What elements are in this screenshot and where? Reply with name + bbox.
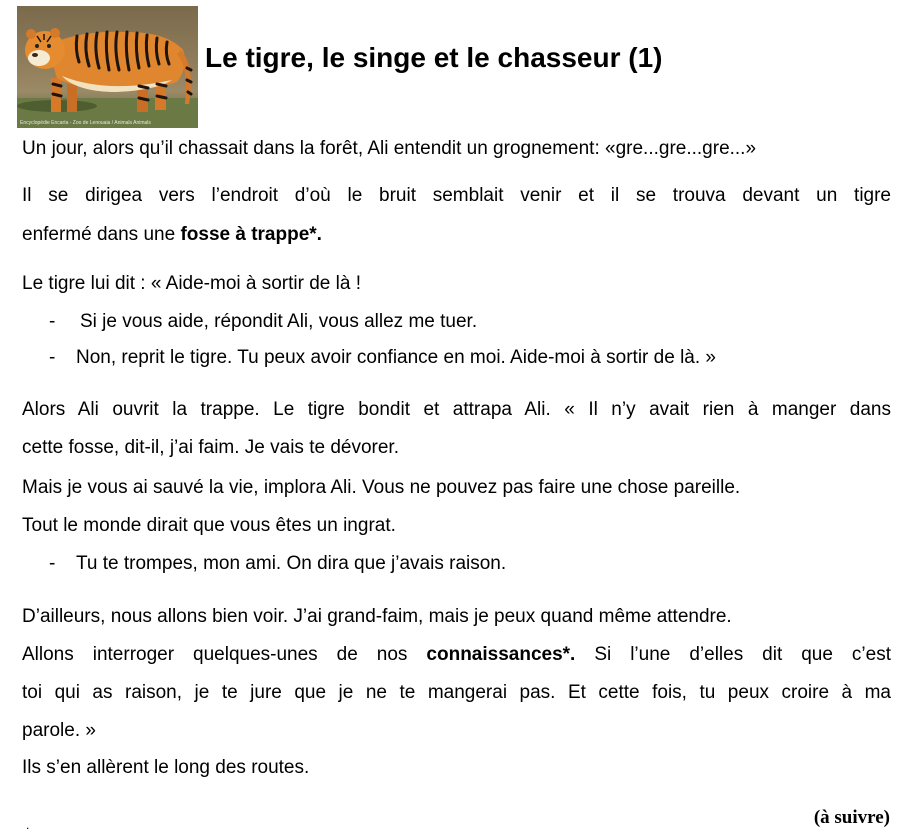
dialogue-line-1: Si je vous aide, répondit Ali, vous allez me tuer. (80, 311, 478, 332)
story-line-5: Alors Ali ouvrit la trappe. Le tigre bondit et attrapa Ali. « Il n’y avait rien à manger dans (22, 399, 891, 420)
story-text: enfermé dans une (22, 224, 181, 245)
dialogue-dash: - (49, 311, 56, 332)
story-line-6: cette fosse, dit-il, j’ai faim. Je vais te dévorer. (22, 437, 399, 458)
bold-term-fosse: fosse à trappe*. (180, 224, 322, 245)
story-line-1: Un jour, alors qu’il chassait dans la forêt, Ali entendit un grognement: «gre...gre...gre...» (22, 138, 757, 159)
tiger-illustration (17, 6, 198, 128)
dialogue-line-2: Non, reprit le tigre. Tu peux avoir confiance en moi. Aide-moi à sortir de là. » (76, 347, 716, 368)
dialogue-line-3: Tu te trompes, mon ami. On dira que j’avais raison. (76, 553, 507, 574)
dialogue-dash: - (49, 347, 56, 368)
story-line-3 (22, 223, 322, 247)
tiger-photo (17, 6, 198, 128)
story-line-8: Tout le monde dirait que vous êtes un ingrat. (22, 515, 396, 536)
story-line-13: Ils s’en allèrent le long des routes. (22, 757, 310, 778)
story-text: Allons interroger quelques-unes de nos (22, 644, 427, 665)
bold-term-connaissances: connaissances*. (426, 644, 576, 665)
stray-dot: . (26, 818, 30, 832)
story-line-9: D’ailleurs, nous allons bien voir. J’ai grand-faim, mais je peux quand même attendre. (22, 606, 732, 627)
to-be-continued: (à suivre) (813, 807, 890, 828)
story-text: Si l’une d’elles dit que c’est (575, 644, 891, 665)
story-line-12: parole. » (22, 720, 96, 741)
story-line-2: Il se dirigea vers l’endroit d’où le bruit semblait venir et il se trouva devant un tigre (22, 185, 891, 206)
dialogue-dash: - (49, 553, 56, 574)
story-line-7: Mais je vous ai sauvé la vie, implora Ali. Vous ne pouvez pas faire une chose pareille. (22, 477, 741, 498)
story-line-4: Le tigre lui dit : « Aide-moi à sortir de là ! (22, 273, 361, 294)
story-line-10 (22, 643, 891, 667)
page-title: Le tigre, le singe et le chasseur (1) (205, 42, 663, 73)
story-line-11: toi qui as raison, je te jure que je ne te mangerai pas. Et cette fois, tu peux croire à ma (22, 682, 891, 703)
photo-credit: Encyclopédie Encarta - Zoo de Lenouaia / Animals Animals (20, 120, 151, 126)
